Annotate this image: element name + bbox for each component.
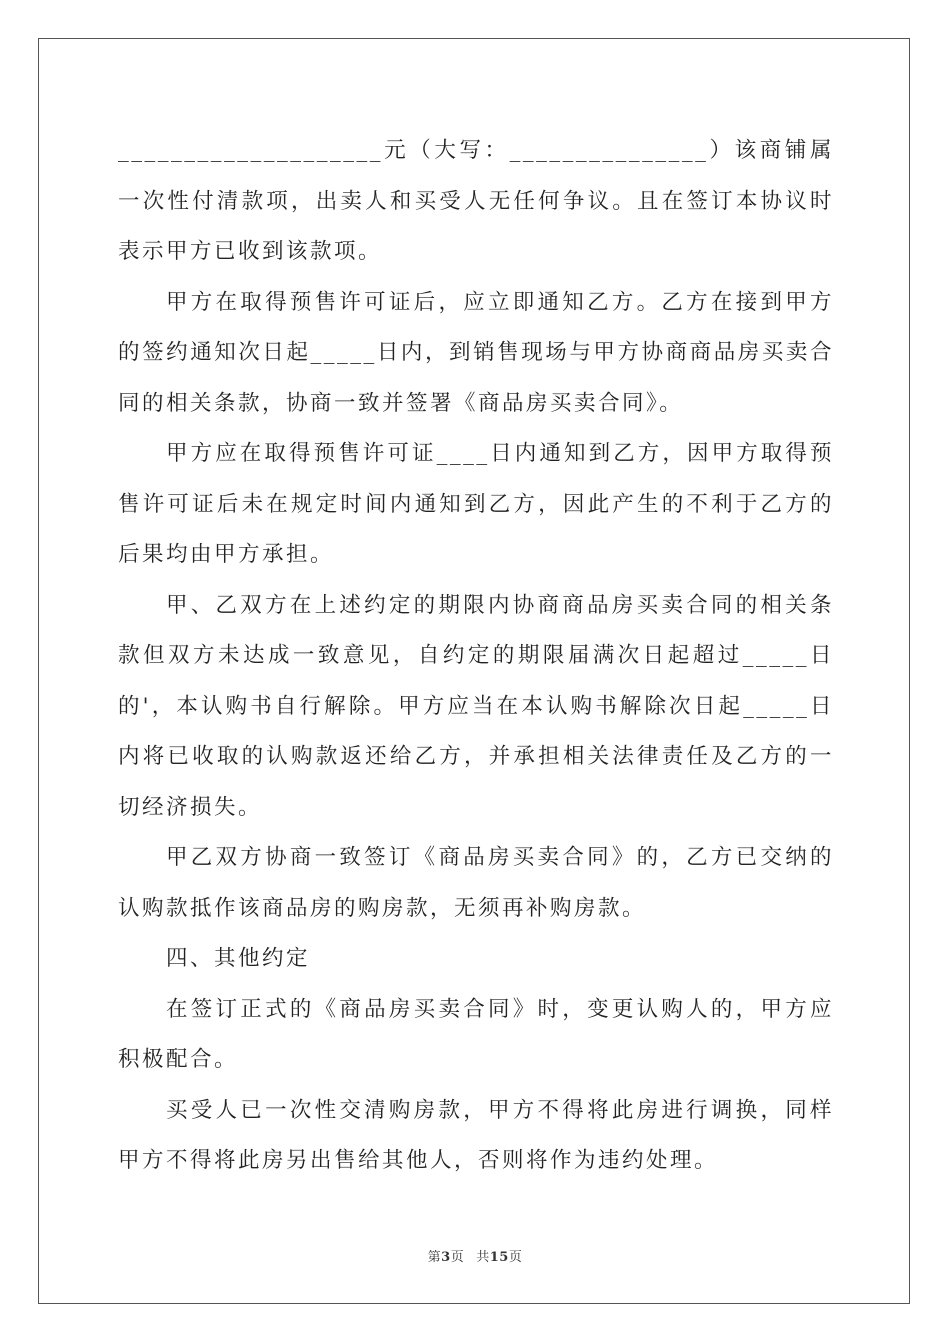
footer-page-current: 3: [441, 1250, 451, 1265]
paragraph-no-exchange: 买受人已一次性交清购房款，甲方不得将此房进行调换，同样甲方不得将此房另出售给其他人，否则将作为违约处理。: [118, 1097, 834, 1173]
footer-page-total: 15: [489, 1250, 509, 1265]
paragraph-notice-deadline: 甲方应在取得预售许可证____日内通知到乙方，因甲方取得预售许可证后未在规定时间内通知到乙方，因此产生的不利于乙方的后果均由甲方承担。: [118, 441, 834, 567]
footer-page-prefix: 第: [427, 1250, 442, 1265]
footer-total-prefix: 共: [476, 1250, 490, 1265]
footer-page-unit: 页: [450, 1250, 465, 1265]
paragraph-payment-amount: ____________________元（大写：_______________）该商铺属一次性付清款项，出卖人和买受人无任何争议。且在签订本协议时表示甲方已收到该款项。: [118, 138, 834, 264]
paragraph-presale-notice: 甲方在取得预售许可证后，应立即通知乙方。乙方在接到甲方的签约通知次日起_____日内，到销售现场与甲方协商商品房买卖合同的相关条款，协商一致并签署《商品房买卖合同》。: [118, 289, 834, 416]
page-footer: [0, 1246, 950, 1265]
paragraph-buyer-change: 在签订正式的《商品房买卖合同》时，变更认购人的，甲方应积极配合。: [118, 996, 834, 1072]
paragraph-deposit-credit: 甲乙双方协商一致签订《商品房买卖合同》的，乙方已交纳的认购款抵作该商品房的购房款，无须再补购房款。: [118, 845, 834, 921]
section-heading-other-terms: 四、其他约定: [166, 946, 311, 971]
footer-total-unit: 页: [508, 1250, 523, 1265]
paragraph-termination: 甲、乙双方在上述约定的期限内协商商品房买卖合同的相关条款但双方未达成一致意见，自约定的期限届满次日起超过_____日的'，本认购书自行解除。甲方应当在本认购书解除次日起_____日内将已收取的认购款返还给乙方，并承担相关法律责任及乙方的一切经济损失。: [118, 592, 834, 820]
document-body: [118, 126, 834, 1187]
